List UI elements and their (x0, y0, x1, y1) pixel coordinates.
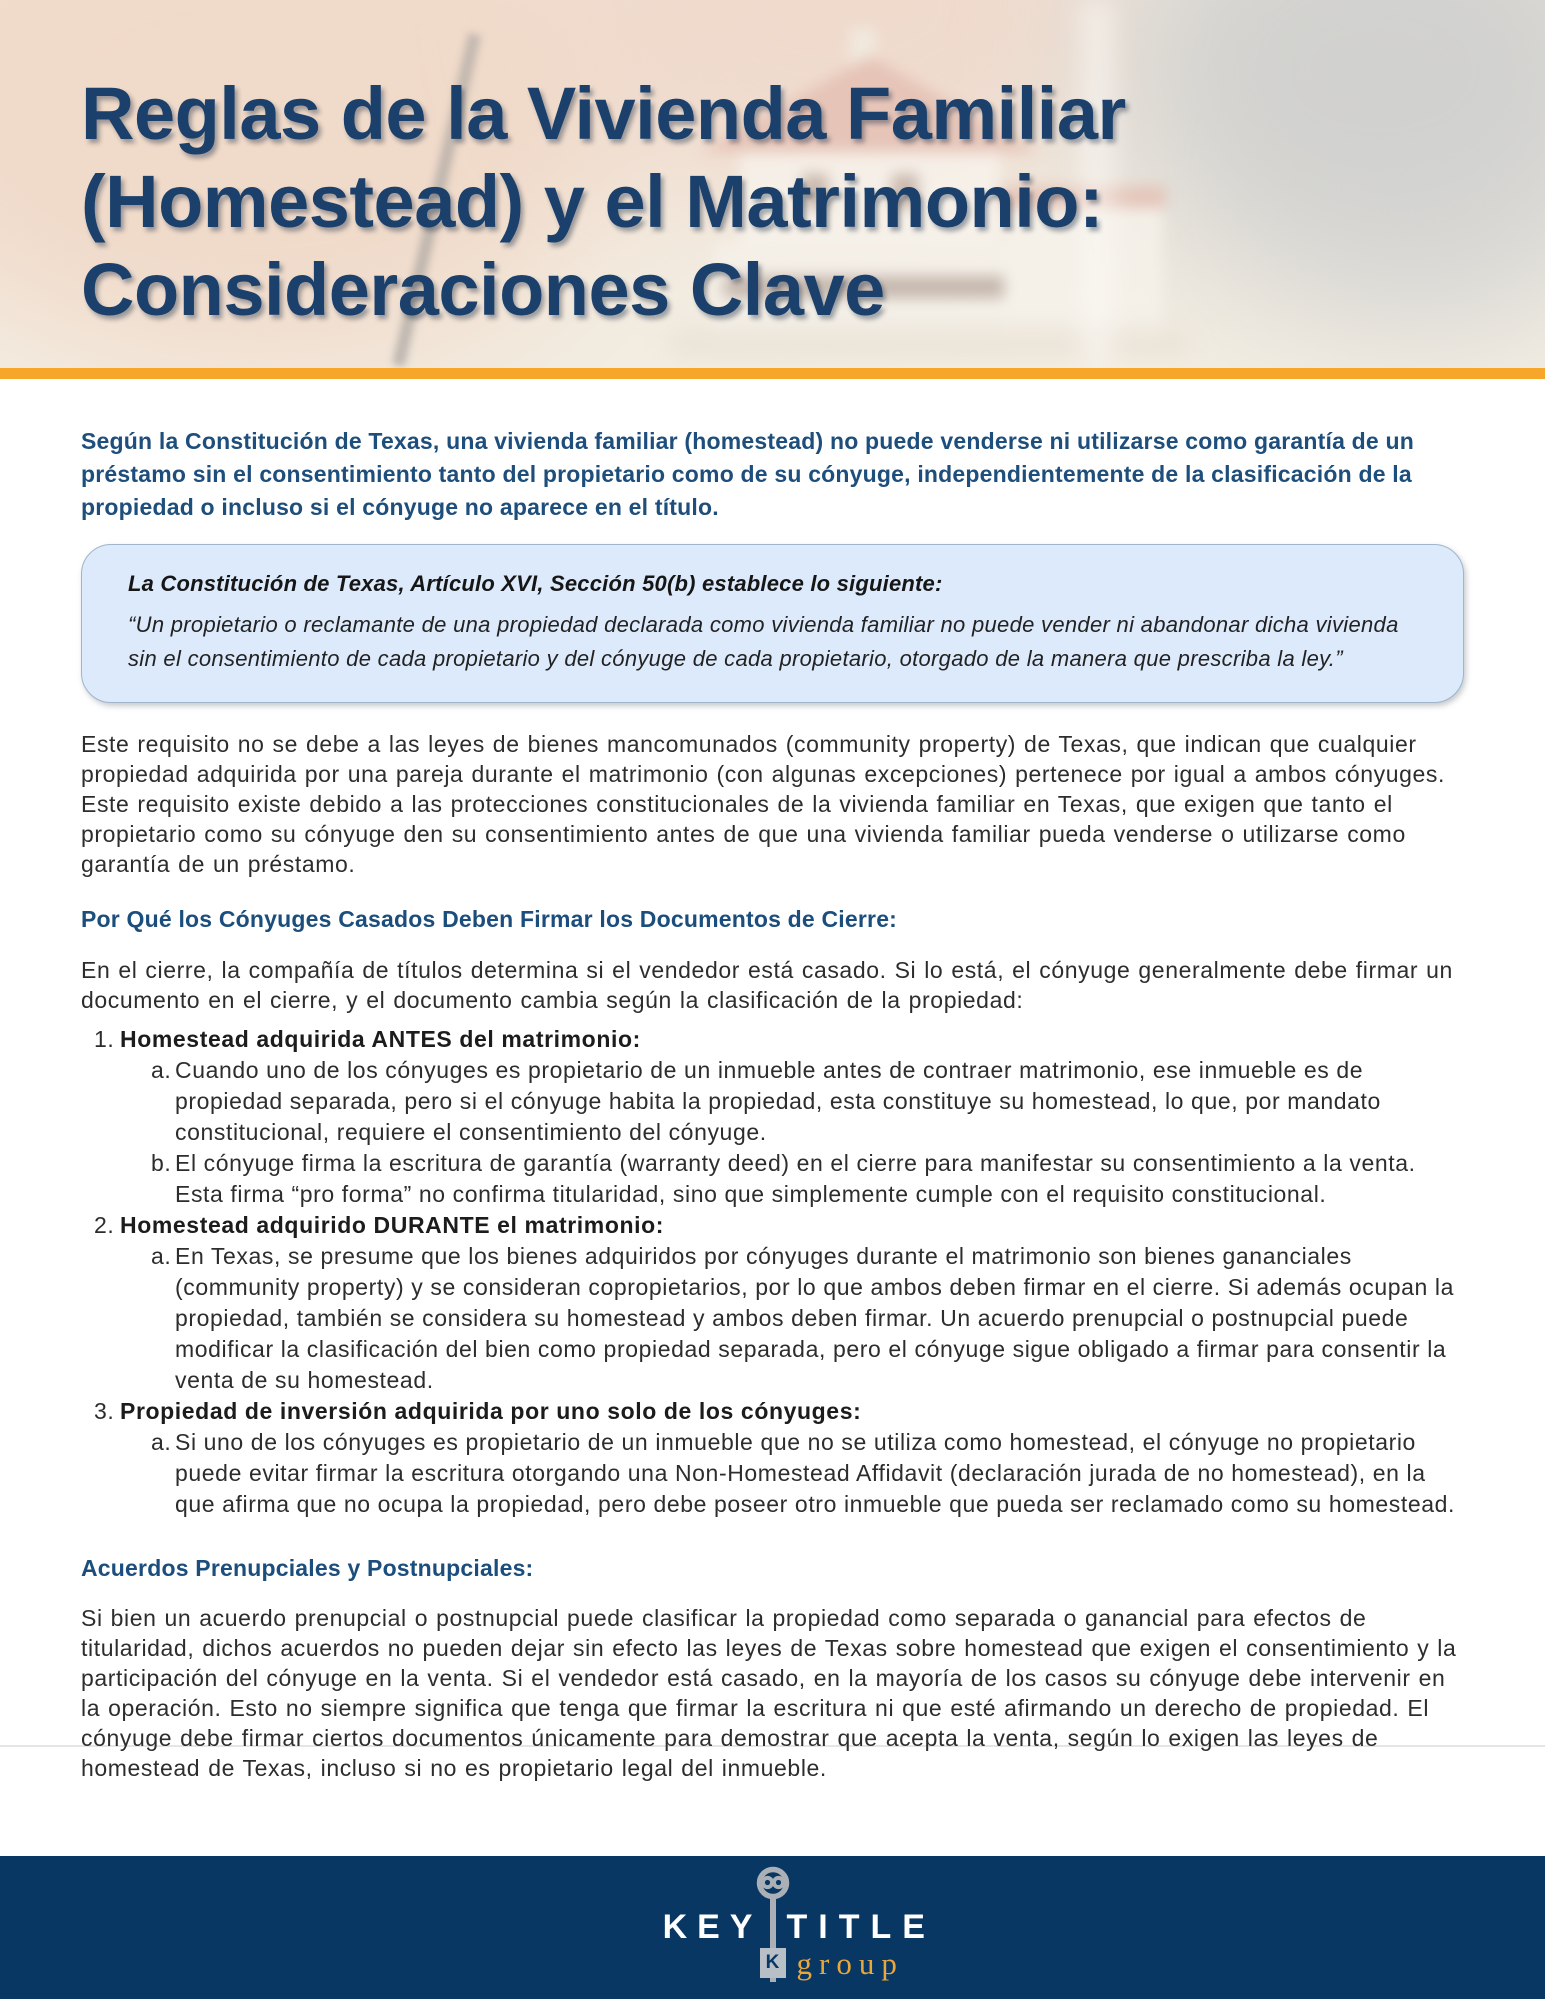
sub-item-letter: a. (151, 1429, 172, 1455)
sub-item-letter: a. (151, 1243, 172, 1269)
key-title-group-logo (603, 1866, 943, 1992)
page-title-line-1: Reglas de la Vivienda Familiar (81, 72, 1126, 155)
footer (0, 1856, 1545, 1999)
sub-item-1a (151, 1055, 1464, 1148)
list-item-body (120, 1024, 1464, 1210)
logo-word-key: KEY (662, 1908, 763, 1946)
article-body (0, 379, 1545, 1856)
sub-item-1b (151, 1148, 1464, 1210)
page-title-line-2: (Homestead) y el Matrimonio: (81, 160, 1104, 243)
sub-item-text: En Texas, se presume que los bienes adquiridos por cónyuges durante el matrimonio son bienes gananciales (community property) y se consideran copropietarios, por lo que ambos deben firmar en el cierre. Si además ocupan la propiedad, también se considera su homestead y ambos deben firmar. Un acuerdo prenupcial o postnupcial puede modificar la clasificación del bien como propiedad separada, pero el cónyuge sigue obligado a firmar para consentir la venta de su homestead. (175, 1243, 1454, 1393)
closing-paragraph: En el cierre, la compañía de títulos determina si el vendedor está casado. Si lo está, el cónyuge generalmente debe firmar un documento en el cierre, y el documento cambia según la clasificación de la propiedad: (81, 957, 1453, 1013)
list-item-title: Homestead adquirida ANTES del matrimonio: (120, 1026, 641, 1052)
requirement-paragraph: Este requisito no se debe a las leyes de bienes mancomunados (community property) de Texas, que indican que cualquier propiedad adquirida por una pareja durante el matrimonio (con algunas excepciones) pertenece por igual a ambos cónyuges. Este requisito existe debido a las protecciones constitucionales de la vivienda familiar en Texas, que exigen que tanto el propietario como su cónyuge den su consentimiento antes de que una vivienda familiar pueda venderse o utilizarse como garantía de un préstamo. (81, 731, 1446, 877)
callout-title: La Constitución de Texas, Artículo XVI, Sección 50(b) establece lo siguiente: (128, 571, 943, 596)
list-item-title: Propiedad de inversión adquirida por uno solo de los cónyuges: (120, 1398, 862, 1424)
logo-word-title: TITLE (786, 1908, 936, 1946)
list-item-title: Homestead adquirido DURANTE el matrimonio: (120, 1212, 665, 1238)
sub-item-letter: a. (151, 1057, 172, 1083)
section-heading-agreements: Acuerdos Prenupciales y Postnupciales: (81, 1555, 534, 1581)
sub-item-text: Cuando uno de los cónyuges es propietario de un inmueble antes de contraer matrimonio, ese inmueble es de propiedad separada, pero si el cónyuge habita la propiedad, esta constituye su homestead, lo que, por mandato constitucional, requiere el consentimiento del cónyuge. (175, 1057, 1381, 1145)
list-item-body (120, 1396, 1464, 1520)
agreements-paragraph: Si bien un acuerdo prenupcial o postnupcial puede clasificar la propiedad como separada o ganancial para efectos de titularidad, dichos acuerdos no pueden dejar sin efecto las leyes de Texas sobre homestead que exigen el consentimiento y la participación del cónyuge en la venta. Si el vendedor está casado, en la mayoría de los casos su cónyuge debe intervenir en la operación. Esto no siempre significa que tenga que firmar la escritura ni que esté afirmando un derecho de propiedad. El cónyuge debe firmar ciertos documentos únicamente para demostrar que acepta la venta, según lo exigen las leyes de homestead de Texas, incluso si no es propietario legal del inmueble. (81, 1605, 1457, 1781)
list-item-number: 3. (94, 1398, 115, 1424)
logo-k-badge: K (760, 1948, 786, 1978)
section-heading-closing-documents: Por Qué los Cónyuges Casados Deben Firmar los Documentos de Cierre: (81, 906, 898, 932)
page-title (81, 70, 1126, 334)
page-title-line-3: Consideraciones Clave (81, 248, 885, 331)
list-item-1 (81, 1024, 1464, 1210)
list-item-3 (81, 1396, 1464, 1520)
list-item-body (120, 1210, 1464, 1396)
constitution-callout (81, 544, 1464, 703)
accent-bar (0, 368, 1545, 379)
closing-documents-list (81, 1024, 1464, 1520)
list-item-2 (81, 1210, 1464, 1396)
intro-paragraph: Según la Constitución de Texas, una vivienda familiar (homestead) no puede venderse ni utilizarse como garantía de un préstamo sin el consentimiento tanto del propietario como de su cónyuge, independientemente de la clasificación de la propiedad o incluso si el cónyuge no aparece en el título. (81, 428, 1414, 520)
header-banner (0, 0, 1545, 368)
sub-item-text: El cónyuge firma la escritura de garantía (warranty deed) en el cierre para manifestar su consentimiento a la venta. Esta firma “pro forma” no confirma titularidad, sino que simplemente cumple con el requisito constitucional. (175, 1150, 1416, 1207)
sub-item-letter: b. (151, 1150, 172, 1176)
list-item-number: 2. (94, 1212, 115, 1238)
sub-item-3a (151, 1427, 1464, 1520)
sub-item-text: Si uno de los cónyuges es propietario de un inmueble que no se utiliza como homestead, el cónyuge no propietario puede evitar firmar la escritura otorgando una Non-Homestead Affidavit (declaración jurada de no homestead), en la que afirma que no ocupa la propiedad, pero debe poseer otro inmueble que pueda ser reclamado como su homestead. (175, 1429, 1456, 1517)
callout-quote: “Un propietario o reclamante de una propiedad declarada como vivienda familiar no puede vender ni abandonar dicha vivienda sin el consentimiento de cada propietario y del cónyuge de cada propietario, otorgado de la manera que prescriba la ley.” (128, 612, 1399, 671)
list-item-number: 1. (94, 1026, 115, 1052)
logo-word-group: group (796, 1946, 904, 1981)
sub-item-2a (151, 1241, 1464, 1396)
